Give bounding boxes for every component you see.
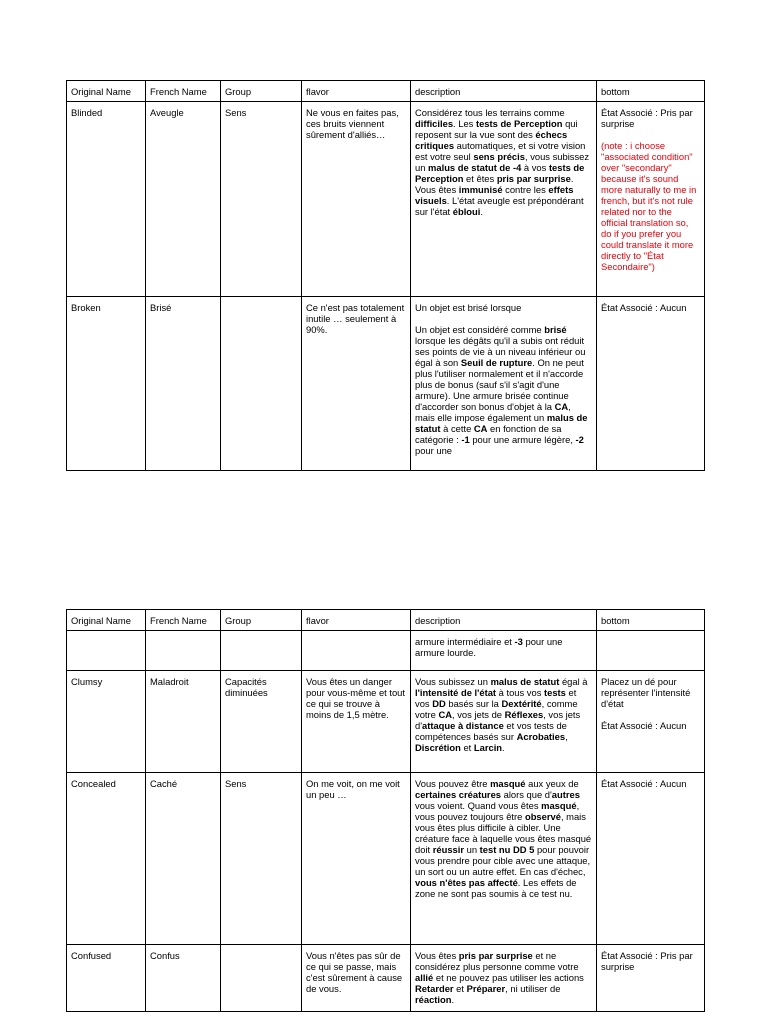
keyword: CA	[473, 423, 488, 434]
keyword: Acrobaties	[516, 731, 566, 742]
keyword: certaines créatures	[415, 789, 501, 800]
original-name-cell	[67, 631, 146, 671]
keyword: brisé	[544, 324, 567, 335]
table-row	[67, 102, 705, 297]
group-cell	[221, 631, 302, 671]
header-description: description	[411, 610, 597, 631]
header-description: description	[411, 81, 597, 102]
keyword: malus de statut	[415, 412, 588, 434]
header-french-name: French Name	[146, 81, 221, 102]
description-paragraph: Un objet est considéré comme brisé lorsque les dégâts qu'il a subis ont réduit ses points de vie à un niveau inférieur ou égal à son Seuil de rupture. On ne peut plus l'utiliser normalement et il n'accorde plus de bonus (sauf s'il s'agit d'une armure). Une armure brisée continue d'accorder son bonus d'objet à la CA, mais elle impose également un malus de statut à cette CA en fonction de sa catégorie : -1 pour une armure légère, -2 pour une	[415, 324, 588, 456]
keyword: autres	[551, 789, 580, 800]
header-row	[67, 81, 705, 102]
bottom-cell	[597, 102, 705, 297]
keyword: Préparer	[466, 983, 506, 994]
keyword: Dextérité	[501, 698, 542, 709]
header-bottom: bottom	[597, 610, 705, 631]
header-original-name: Original Name	[67, 81, 146, 102]
keyword: tests	[544, 687, 566, 698]
original-name-cell: Concealed	[67, 773, 146, 945]
description-cell	[411, 102, 597, 297]
keyword: réussir	[432, 844, 465, 855]
bottom-cell	[597, 671, 705, 773]
header-flavor: flavor	[302, 81, 411, 102]
french-name-cell: Brisé	[146, 297, 221, 471]
description-paragraph: armure intermédiaire et -3 pour une armure lourde.	[415, 636, 563, 658]
table-row	[67, 297, 705, 471]
header-original-name: Original Name	[67, 610, 146, 631]
table-row	[67, 631, 705, 671]
keyword: malus de statut de -4	[428, 162, 522, 173]
group-cell	[221, 297, 302, 471]
associated-condition: État Associé : Aucun	[601, 720, 687, 731]
keyword: allié	[415, 972, 434, 983]
bottom-cell	[597, 631, 705, 671]
header-flavor: flavor	[302, 610, 411, 631]
french-name-cell	[146, 631, 221, 671]
bottom-cell	[597, 297, 705, 471]
keyword: effets visuels	[415, 184, 574, 206]
keyword: échecs critiques	[415, 129, 568, 151]
associated-condition: État Associé : Pris par surprise	[601, 107, 693, 129]
keyword: vous n'êtes pas affecté	[415, 877, 518, 888]
french-name-cell: Confus	[146, 945, 221, 1012]
conditions-table-1	[66, 80, 705, 471]
keyword: malus de statut	[490, 676, 560, 687]
description-paragraph: Un objet est brisé lorsque	[415, 302, 522, 313]
header-row	[67, 610, 705, 631]
table-row	[67, 945, 705, 1012]
keyword: -3	[514, 636, 523, 647]
keyword: immunisé	[458, 184, 503, 195]
intensity-note: Placez un dé pour représenter l'intensité d'état	[601, 676, 691, 709]
keyword: pris par surprise	[458, 950, 533, 961]
keyword: ébloui	[452, 206, 481, 217]
header-group: Group	[221, 81, 302, 102]
keyword: masqué	[541, 800, 577, 811]
header-bottom: bottom	[597, 81, 705, 102]
keyword: Retarder	[415, 983, 454, 994]
original-name-cell: Confused	[67, 945, 146, 1012]
description-paragraph: Vous pouvez être masqué aux yeux de certaines créatures alors que d'autres vous voient. Quand vous êtes masqué, vous pouvez toujours être observé, mais vous êtes plus difficile à cibler. Une créature face à laquelle vous êtes masqué doit réussir un test nu DD 5 pour pouvoir vous prendre pour cible avec une attaque, un sort ou un autre effet. En cas d'échec, vous n'êtes pas affecté. Les effets de zone ne sont pas soumis à ce test nu.	[415, 778, 592, 899]
keyword: DD	[432, 698, 446, 709]
description-cell	[411, 945, 597, 1012]
flavor-cell: Ne vous en faites pas, ces bruits viennent sûrement d'alliés…	[302, 102, 411, 297]
original-name-cell: Broken	[67, 297, 146, 471]
bottom-cell	[597, 773, 705, 945]
conditions-table-2	[66, 609, 705, 1012]
keyword: Discrétion	[415, 742, 461, 753]
group-cell	[221, 945, 302, 1012]
associated-condition: État Associé : Aucun	[601, 778, 687, 789]
keyword: Réflexes	[504, 709, 544, 720]
table-row	[67, 773, 705, 945]
french-name-cell: Aveugle	[146, 102, 221, 297]
keyword: pris par surprise	[496, 173, 571, 184]
keyword: observé	[524, 811, 561, 822]
french-name-cell: Caché	[146, 773, 221, 945]
description-cell	[411, 773, 597, 945]
keyword: test nu DD 5	[479, 844, 535, 855]
keyword: -1	[461, 434, 470, 445]
keyword: -2	[575, 434, 584, 445]
keyword: Seuil de rupture	[460, 357, 533, 368]
description-cell	[411, 297, 597, 471]
translator-note: (note : i choose "associated condition" over "secondary" because it's sound more naturally to me in french, but it's not rule related nor to the official translation so, do if you prefer you could translate it more directly to "État Secondaire")	[601, 140, 697, 272]
bottom-cell	[597, 945, 705, 1012]
header-group: Group	[221, 610, 302, 631]
group-cell: Capacités diminuées	[221, 671, 302, 773]
description-paragraph: Vous êtes pris par surprise et ne considérez plus personne comme votre allié et ne pouvez pas utiliser les actions Retarder et Préparer, ni utiliser de réaction.	[415, 950, 584, 1005]
french-name-cell: Maladroit	[146, 671, 221, 773]
header-french-name: French Name	[146, 610, 221, 631]
flavor-cell	[302, 631, 411, 671]
description-cell	[411, 671, 597, 773]
keyword: CA	[438, 709, 452, 720]
description-paragraph: Vous subissez un malus de statut égal à l'intensité de l'état à tous vos tests et vos DD basés sur la Dextérité, comme votre CA, vos jets de Réflexes, vos jets d'attaque à distance et vos tests de compétences basés sur Acrobaties, Discrétion et Larcin.	[415, 676, 588, 753]
keyword: masqué	[490, 778, 526, 789]
keyword: tests de Perception	[475, 118, 563, 129]
keyword: réaction	[415, 994, 452, 1005]
group-cell: Sens	[221, 102, 302, 297]
original-name-cell: Clumsy	[67, 671, 146, 773]
description-paragraph: Considérez tous les terrains comme difficiles. Les tests de Perception qui reposent sur la vue sont des échecs critiques automatiques, et si votre vision est votre seul sens précis, vous subissez un malus de statut de -4 à vos tests de Perception et êtes pris par surprise. Vous êtes immunisé contre les effets visuels. L'état aveugle est prépondérant sur l'état ébloui.	[415, 107, 590, 217]
keyword: attaque à distance	[422, 720, 504, 731]
keyword: sens précis	[473, 151, 525, 162]
group-cell: Sens	[221, 773, 302, 945]
keyword: Larcin	[473, 742, 503, 753]
keyword: difficiles	[415, 118, 454, 129]
description-cell	[411, 631, 597, 671]
associated-condition: État Associé : Aucun	[601, 302, 687, 313]
flavor-cell: Vous êtes un danger pour vous-même et tout ce qui se trouve à moins de 1,5 mètre.	[302, 671, 411, 773]
flavor-cell: Vous n'êtes pas sûr de ce qui se passe, mais c'est sûrement à cause de vous.	[302, 945, 411, 1012]
table-row	[67, 671, 705, 773]
keyword: tests de Perception	[415, 162, 585, 184]
keyword: CA	[554, 401, 569, 412]
flavor-cell: On me voit, on me voit un peu …	[302, 773, 411, 945]
flavor-cell: Ce n'est pas totalement inutile … seulement à 90%.	[302, 297, 411, 471]
associated-condition: État Associé : Pris par surprise	[601, 950, 693, 972]
keyword: l'intensité de l'état	[415, 687, 497, 698]
original-name-cell: Blinded	[67, 102, 146, 297]
